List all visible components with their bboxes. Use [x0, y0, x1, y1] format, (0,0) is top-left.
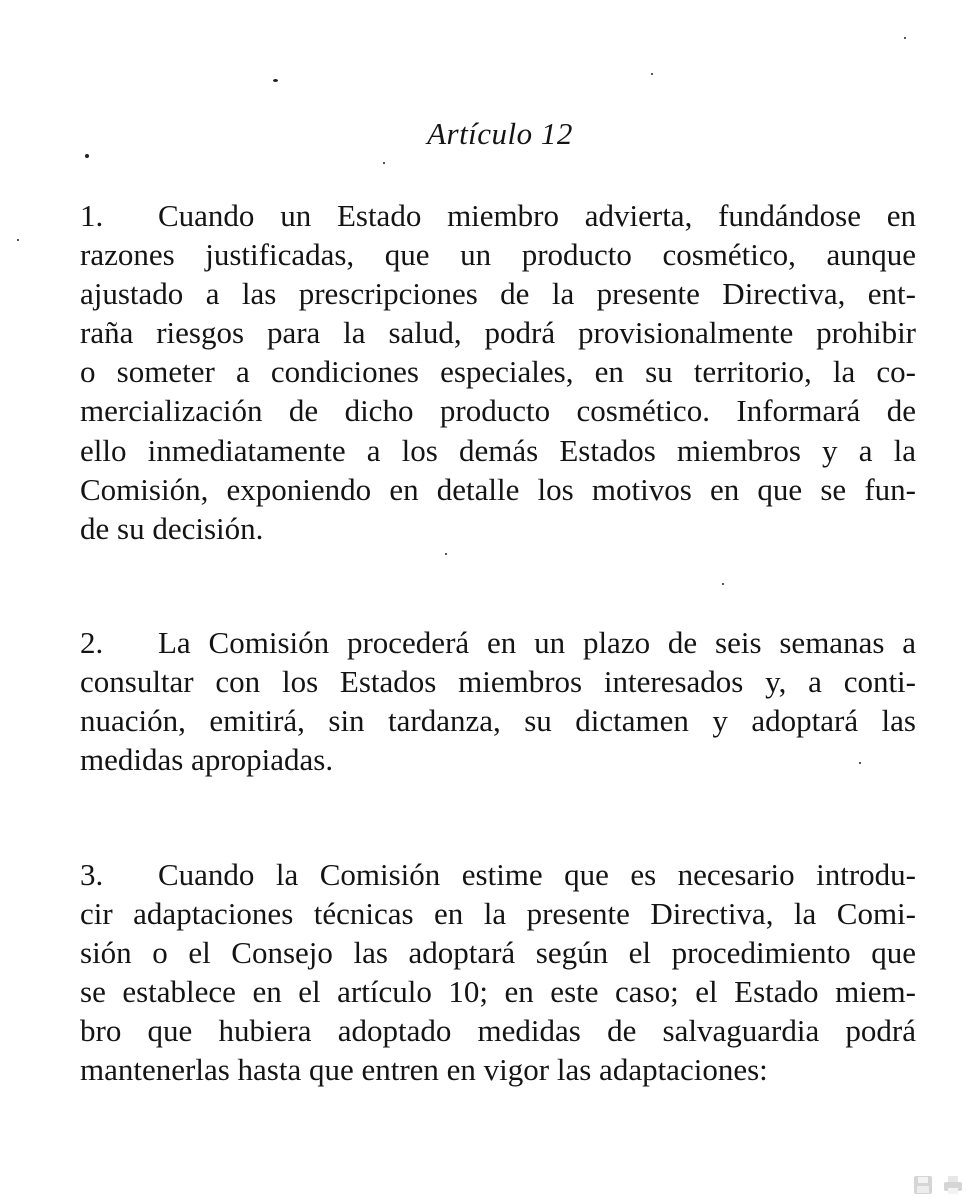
- paragraph-line: medidas apropiadas.: [80, 742, 334, 778]
- paragraph-2: [80, 623, 916, 779]
- paragraph-line: de su decisión.: [80, 510, 264, 546]
- paragraph-line: ajustado a las prescripciones de la presente Directiva, ent-: [80, 276, 916, 312]
- paragraph-line: mantenerlas hasta que entren en vigor las adaptaciones:: [80, 1052, 768, 1088]
- paragraph-line: nuación, emitirá, sin tardanza, su dictamen y adoptará las: [80, 703, 916, 739]
- paragraph-line: consultar con los Estados miembros interesados y, a conti-: [80, 664, 916, 700]
- paragraph-line: sión o el Consejo las adoptará según el procedimiento que: [80, 935, 916, 971]
- print-icon[interactable]: [942, 1174, 964, 1196]
- paragraph-line: [80, 623, 916, 662]
- scan-speck: [445, 553, 447, 555]
- paragraph-number: 3.: [80, 857, 104, 892]
- paragraph-3: [80, 855, 916, 1090]
- save-icon[interactable]: [912, 1174, 934, 1196]
- paragraph-line: [80, 196, 916, 235]
- scan-speck: [85, 154, 89, 158]
- paragraph-line: se establece en el artículo 10; en este caso; el Estado miem-: [80, 974, 916, 1010]
- scan-speck: [17, 239, 19, 241]
- paragraph-text: Cuando la Comisión estime que es necesario introdu-: [158, 857, 916, 892]
- paragraph-line: raña riesgos para la salud, podrá provisionalmente prohibir: [80, 315, 916, 351]
- paragraph-line: cir adaptaciones técnicas en la presente Directiva, la Comi-: [80, 896, 916, 932]
- scan-speck: [383, 162, 385, 164]
- paragraph-number: 1.: [80, 198, 104, 233]
- scan-speck: [651, 73, 653, 75]
- viewer-toolbar: [912, 1174, 964, 1196]
- paragraph-line: ello inmediatamente a los demás Estados miembros y a la: [80, 432, 916, 468]
- scan-speck: [904, 37, 906, 39]
- paragraph-text: La Comisión procederá en un plazo de seis semanas a: [158, 625, 916, 660]
- scan-speck: [722, 583, 724, 585]
- paragraph-line: Comisión, exponiendo en detalle los motivos en que se fun-: [80, 471, 916, 507]
- paragraph-text: Cuando un Estado miembro advierta, fundándose en: [158, 198, 916, 233]
- paragraph-line: [80, 855, 916, 894]
- paragraph-1: [80, 196, 916, 548]
- paragraph-line: bro que hubiera adoptado medidas de salvaguardia podrá: [80, 1013, 916, 1049]
- scan-speck: [273, 79, 278, 82]
- paragraph-line: razones justificadas, que un producto cosmético, aunque: [80, 237, 916, 273]
- paragraph-line: o someter a condiciones especiales, en su territorio, la co-: [80, 354, 916, 390]
- paragraph-line: mercialización de dicho producto cosmético. Informará de: [80, 393, 916, 429]
- paragraph-number: 2.: [80, 625, 104, 660]
- article-title: Artículo 12: [427, 116, 573, 151]
